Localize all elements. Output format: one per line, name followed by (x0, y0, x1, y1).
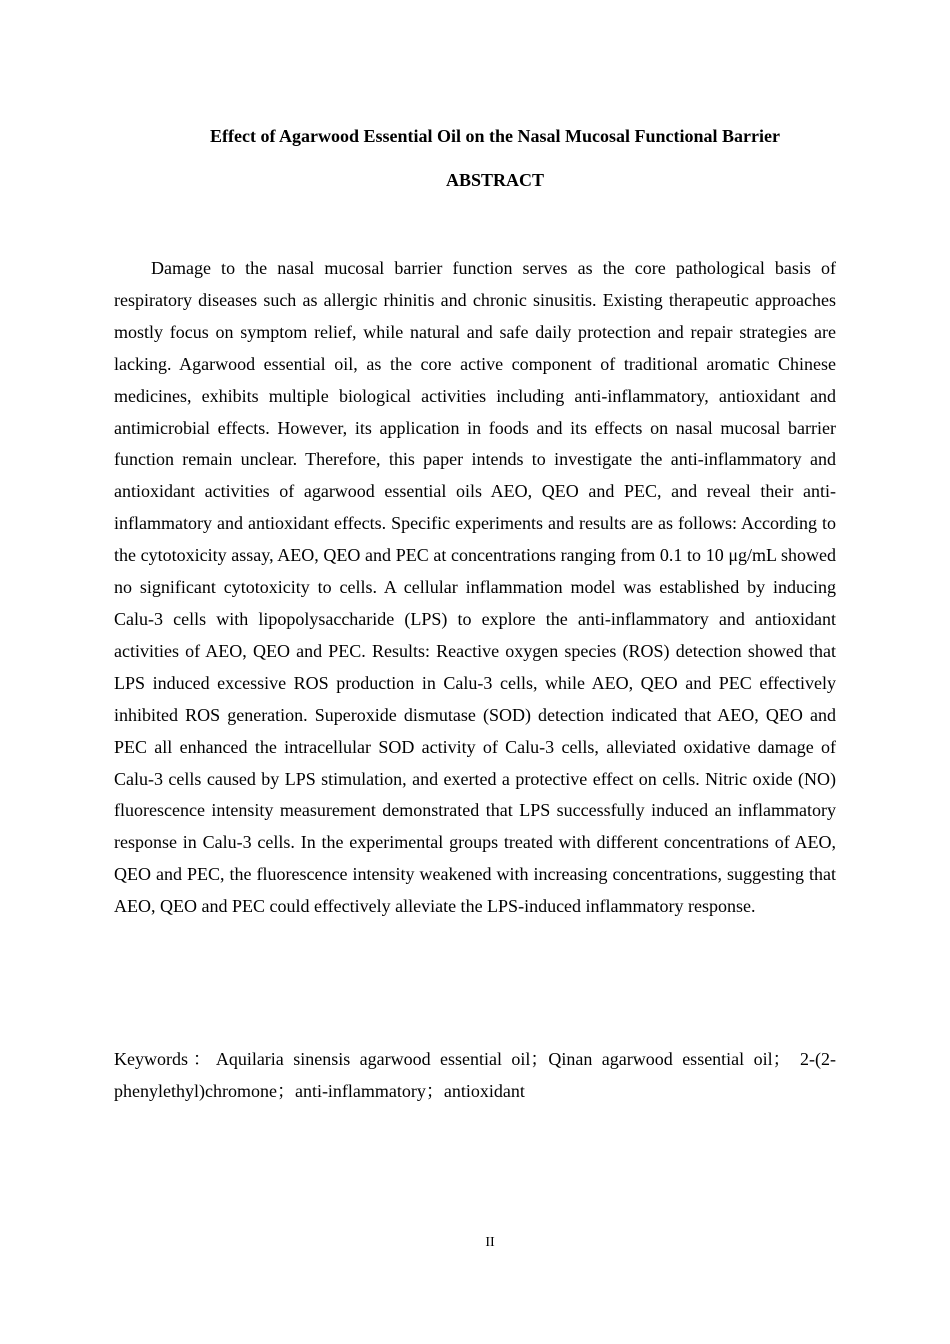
abstract-heading: ABSTRACT (445, 170, 545, 190)
abstract-body: Damage to the nasal mucosal barrier function serves as the core pathological basis of respiratory diseases such as allergic rhinitis and chronic sinusitis. Existing therapeutic approaches mostly focus on symptom relief, while natural and safe daily protection and repair strategies are lacking. Agarwood essential oil, as the core active component of traditional aromatic Chinese medicines, exhibits multiple biological activities including anti-inflammatory, antioxidant and antimicrobial effects. However, its application in foods and its effects on nasal mucosal barrier function remain unclear. Therefore, this paper intends to investigate the anti-inflammatory and antioxidant activities of agarwood essential oils AEO, QEO and PEC, and reveal their anti-inflammatory and antioxidant effects. Specific experiments and results are as follows: According to the cytotoxicity assay, AEO, QEO and PEC at concentrations ranging from 0.1 to 10 μg/mL showed no significant cytotoxicity to cells. A cellular inflammation model was established by inducing Calu-3 cells with lipopolysaccharide (LPS) to explore the anti-inflammatory and antioxidant activities of AEO, QEO and PEC. Results: Reactive oxygen species (ROS) detection showed that LPS induced excessive ROS production in Calu-3 cells, while AEO, QEO and PEC effectively inhibited ROS generation. Superoxide dismutase (SOD) detection indicated that AEO, QEO and PEC all enhanced the intracellular SOD activity of Calu-3 cells, alleviated oxidative damage of Calu-3 cells caused by LPS stimulation, and exerted a protective effect on cells. Nitric oxide (NO) fluorescence intensity measurement demonstrated that LPS successfully induced an inflammatory response in Calu-3 cells. In the experimental groups treated with different concentrations of AEO, QEO and PEC, the fluorescence intensity weakened with increasing concentrations, suggesting that AEO, QEO and PEC could effectively alleviate the LPS-induced inflammatory response. (114, 258, 836, 917)
page-number: II (485, 1235, 495, 1250)
keywords-paragraph: Keywords：Aquilaria sinensis agarwood essential oil；Qinan agarwood essential oil； 2-(2-phenylethyl)chromone；anti-inflammatory；antioxidant (114, 1049, 836, 1101)
paper-title: Effect of Agarwood Essential Oil on the Nasal Mucosal Functional Barrier (210, 126, 780, 146)
